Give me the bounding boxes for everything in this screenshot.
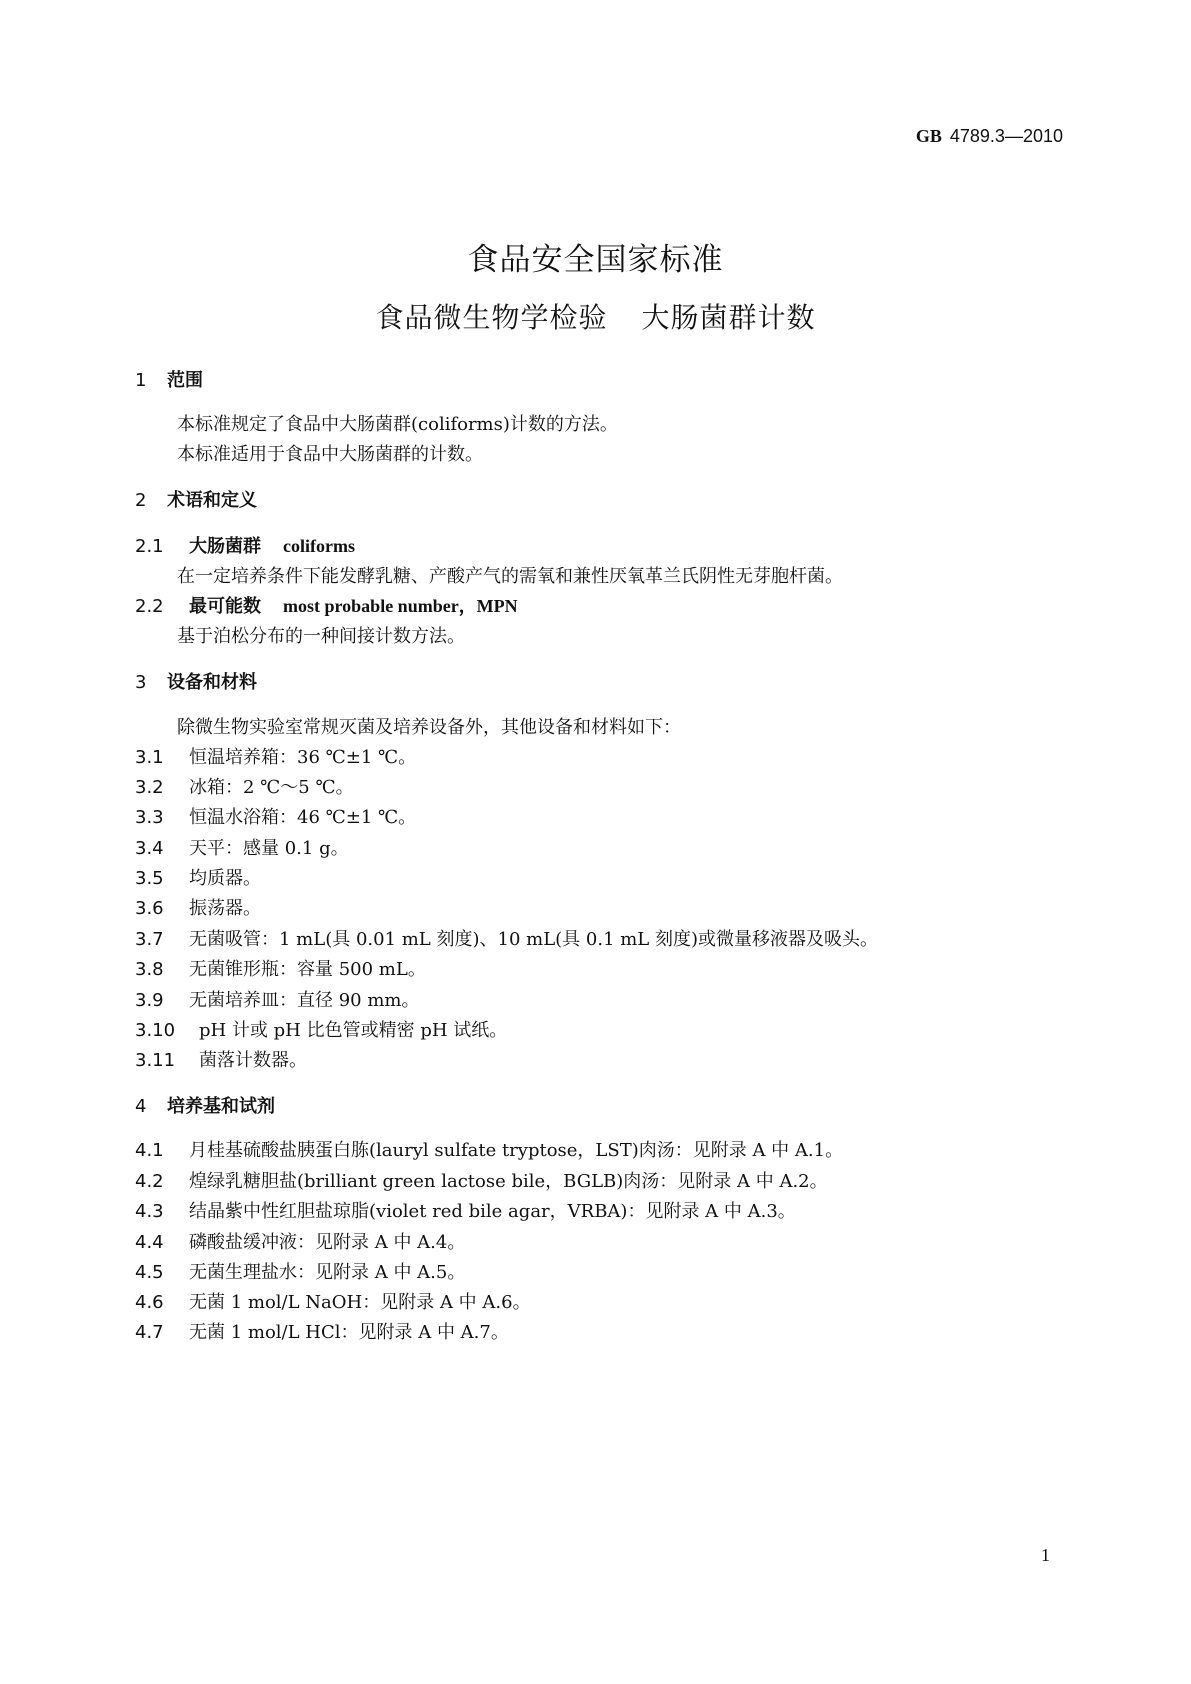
- section-title: 术语和定义: [167, 490, 257, 511]
- item-number: 4.7: [135, 1322, 164, 1343]
- item-text: 煌绿乳糖胆盐(brilliant green lactose bile，BGLB)肉汤：见附录 A 中 A.2。: [189, 1171, 828, 1192]
- term-2-2: [135, 592, 518, 618]
- standard-code: [916, 126, 1063, 147]
- item-number: 3.7: [135, 929, 164, 950]
- section-title: 培养基和试剂: [167, 1096, 275, 1117]
- list-item: [135, 955, 426, 981]
- document-title: 食品安全国家标准: [467, 242, 724, 278]
- list-item: [135, 925, 878, 951]
- item-number: 3.5: [135, 868, 164, 889]
- item-text: pH 计或 pH 比色管或精密 pH 试纸。: [199, 1020, 508, 1041]
- section-3-heading: [135, 668, 257, 694]
- section-number: 2: [135, 490, 147, 511]
- item-text: 振荡器。: [189, 898, 261, 919]
- subtitle-part2: 大肠菌群计数: [641, 301, 816, 334]
- item-number: 3.3: [135, 807, 164, 828]
- item-number: 3.6: [135, 898, 164, 919]
- section-3-intro: 除微生物实验室常规灭菌及培养设备外，其他设备和材料如下：: [177, 717, 681, 738]
- item-text: 月桂基硫酸盐胰蛋白胨(lauryl sulfate tryptose，LST)肉汤：见附录 A 中 A.1。: [189, 1140, 844, 1161]
- list-item: [135, 864, 261, 890]
- list-item: [135, 1046, 307, 1072]
- item-number: 4.1: [135, 1140, 164, 1161]
- item-number: 3.10: [135, 1020, 176, 1041]
- item-number: 3.11: [135, 1050, 176, 1071]
- item-number: 3.4: [135, 838, 164, 859]
- list-item: [135, 894, 261, 920]
- item-text: 冰箱：2 ℃～5 ℃。: [189, 777, 354, 798]
- term-english: coliforms: [283, 536, 355, 556]
- section-2-heading: [135, 486, 257, 512]
- item-text: 恒温培养箱：36 ℃±1 ℃。: [189, 747, 417, 768]
- list-item: [135, 834, 349, 860]
- list-item: [135, 803, 416, 829]
- item-text: 菌落计数器。: [199, 1050, 307, 1071]
- item-text: 无菌 1 mol/L HCl：见附录 A 中 A.7。: [189, 1322, 509, 1343]
- section-1-paragraph-1: 本标准规定了食品中大肠菌群(coliforms)计数的方法。: [177, 414, 618, 435]
- term-2-1-definition: 在一定培养条件下能发酵乳糖、产酸产气的需氧和兼性厌氧革兰氏阴性无芽胞杆菌。: [177, 566, 843, 587]
- list-item: [135, 1136, 843, 1162]
- list-item: [135, 1318, 509, 1344]
- standard-code-number: 4789.3—2010: [949, 126, 1063, 146]
- term-name: 大肠菌群: [189, 536, 261, 557]
- item-number: 4.4: [135, 1232, 164, 1253]
- list-item: [135, 743, 416, 769]
- list-item: [135, 1167, 828, 1193]
- list-item: [135, 1228, 465, 1254]
- section-title: 设备和材料: [167, 672, 257, 693]
- section-4-heading: [135, 1092, 275, 1118]
- list-item: [135, 773, 354, 799]
- standard-code-prefix: GB: [915, 126, 942, 146]
- list-item: [135, 1258, 465, 1284]
- document-subtitle: [0, 296, 1191, 336]
- item-number: 4.3: [135, 1201, 164, 1222]
- item-text: 无菌锥形瓶：容量 500 mL。: [189, 959, 426, 980]
- item-text: 恒温水浴箱：46 ℃±1 ℃。: [189, 807, 417, 828]
- item-text: 无菌 1 mol/L NaOH：见附录 A 中 A.6。: [189, 1292, 531, 1313]
- list-item: [135, 1288, 531, 1314]
- section-1-heading: [135, 366, 203, 392]
- subtitle-part1: 食品微生物学检验: [375, 301, 608, 334]
- item-number: 3.9: [135, 990, 164, 1011]
- item-text: 磷酸盐缓冲液：见附录 A 中 A.4。: [189, 1232, 466, 1253]
- list-item: [135, 1016, 507, 1042]
- item-text: 无菌培养皿：直径 90 mm。: [189, 990, 420, 1011]
- list-item: [135, 1197, 796, 1223]
- term-2-1: [135, 532, 355, 558]
- term-number: 2.2: [135, 596, 164, 617]
- item-text: 无菌吸管：1 mL(具 0.01 mL 刻度)、10 mL(具 0.1 mL 刻度)或微量移液器及吸头。: [189, 929, 879, 950]
- item-number: 3.1: [135, 747, 164, 768]
- section-number: 4: [135, 1096, 147, 1117]
- section-title: 范围: [167, 370, 203, 391]
- item-text: 结晶紫中性红胆盐琼脂(violet red bile agar，VRBA)：见附录 A 中 A.3。: [189, 1201, 796, 1222]
- term-english: most probable number，MPN: [283, 596, 518, 616]
- page-number: 1: [1041, 1545, 1050, 1565]
- item-number: 3.8: [135, 959, 164, 980]
- item-text: 均质器。: [189, 868, 261, 889]
- term-number: 2.1: [135, 536, 164, 557]
- item-number: 4.6: [135, 1292, 164, 1313]
- section-1-paragraph-2: 本标准适用于食品中大肠菌群的计数。: [177, 444, 483, 465]
- item-text: 无菌生理盐水：见附录 A 中 A.5。: [189, 1262, 466, 1283]
- item-text: 天平：感量 0.1 g。: [189, 838, 349, 859]
- list-item: [135, 986, 419, 1012]
- item-number: 4.5: [135, 1262, 164, 1283]
- section-number: 1: [135, 370, 147, 391]
- item-number: 3.2: [135, 777, 164, 798]
- item-number: 4.2: [135, 1171, 164, 1192]
- section-number: 3: [135, 672, 147, 693]
- term-2-2-definition: 基于泊松分布的一种间接计数方法。: [177, 626, 465, 647]
- term-name: 最可能数: [189, 596, 261, 617]
